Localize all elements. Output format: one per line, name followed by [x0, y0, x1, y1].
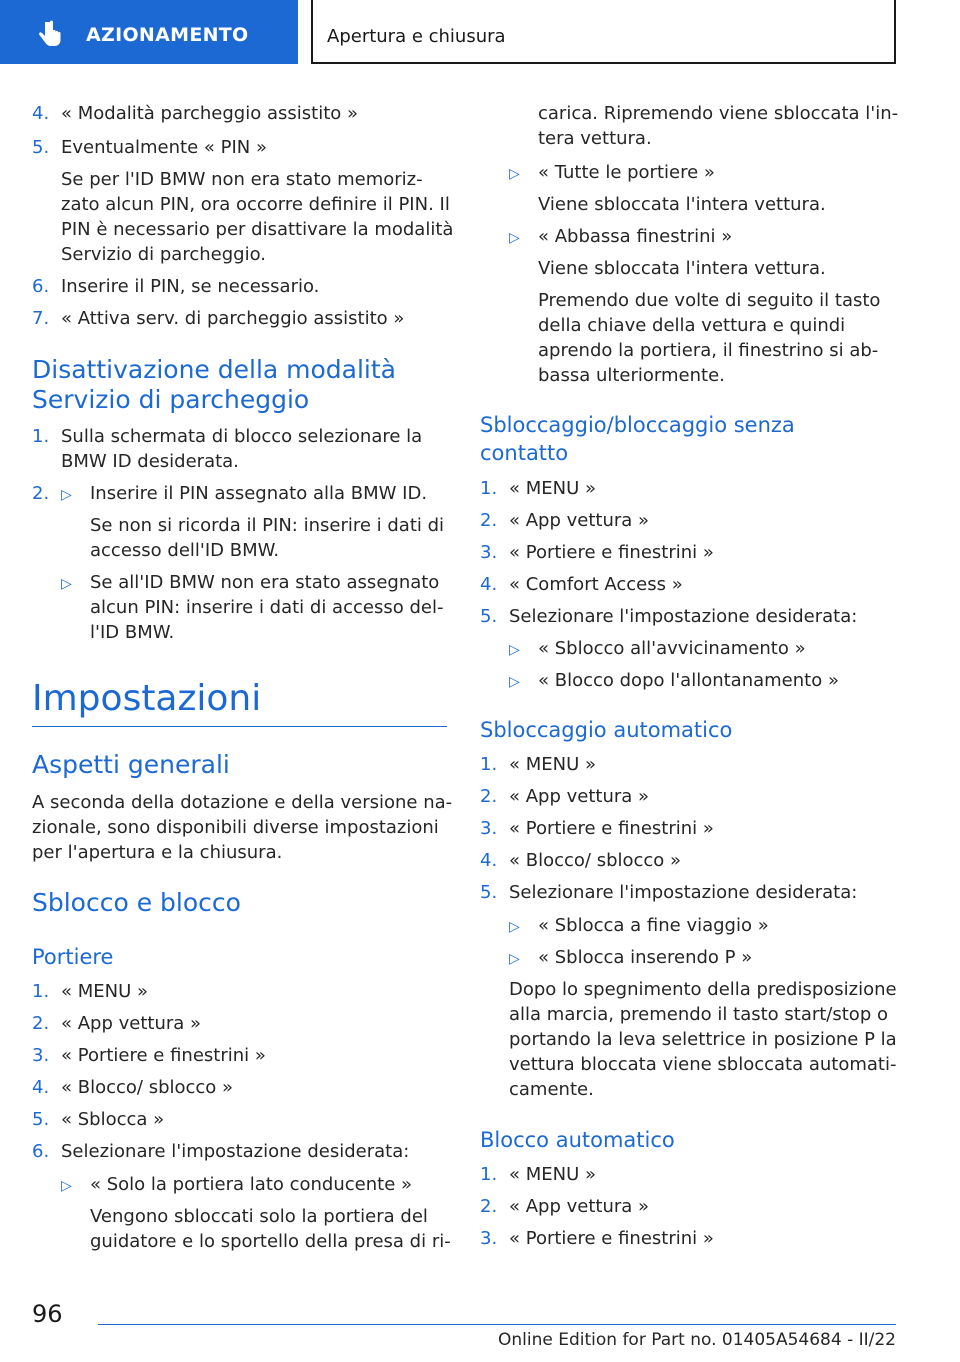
bullet-triangle-icon: ▷: [509, 166, 520, 182]
step-number: 1.: [32, 981, 50, 1002]
step-number: 5.: [32, 1109, 50, 1130]
step-text: Selezionare l'impostazione desiderata:: [509, 882, 858, 903]
bullet-text: guidatore e lo sportello della presa di ri-: [90, 1231, 451, 1252]
paragraph-text: A seconda della dotazione e della versione na-: [32, 792, 453, 813]
step-text: « MENU »: [509, 478, 597, 499]
step-text: « MENU »: [509, 754, 597, 775]
section-heading: Disattivazione della modalità: [32, 355, 397, 384]
step-text: « App vettura »: [509, 1196, 650, 1217]
step-text: Servizio di parcheggio.: [61, 244, 266, 265]
step-text: Selezionare l'impostazione desiderata:: [61, 1141, 410, 1162]
step-text: Inserire il PIN, se necessario.: [61, 276, 320, 297]
step-text: « App vettura »: [509, 510, 650, 531]
step-number: 1.: [480, 1164, 498, 1185]
bullet-text: Vengono sbloccati solo la portiera del: [90, 1206, 428, 1227]
subsection-heading: Sbloccaggio automatico: [480, 718, 733, 742]
step-number: 2.: [480, 786, 498, 807]
step-text: « Comfort Access »: [509, 574, 683, 595]
bullet-triangle-icon: ▷: [509, 230, 520, 246]
bullet-text: Viene sbloccata l'intera vettura.: [538, 194, 826, 215]
step-text: « App vettura »: [61, 1013, 202, 1034]
step-number: 6.: [32, 276, 50, 297]
bullet-text: della chiave della vettura e quindi: [538, 315, 846, 336]
step-text: « MENU »: [509, 1164, 597, 1185]
step-text: « Portiere e finestrini »: [509, 818, 714, 839]
step-text: « Blocco/ sblocco »: [509, 850, 682, 871]
step-text: « Blocco/ sblocco »: [61, 1077, 234, 1098]
bullet-triangle-icon: ▷: [61, 1178, 72, 1194]
step-number: 3.: [480, 1228, 498, 1249]
step-number: 6.: [32, 1141, 50, 1162]
step-text: « Attiva serv. di parcheggio assistito »: [61, 308, 405, 329]
section-heading: Sblocco e blocco: [32, 888, 241, 917]
section-heading: Servizio di parcheggio: [32, 385, 310, 414]
step-text: Eventualmente « PIN »: [61, 137, 267, 158]
step-number: 4.: [480, 850, 498, 871]
bullet-text: « Abbassa finestrini »: [538, 226, 733, 247]
step-text: « App vettura »: [509, 786, 650, 807]
bullet-triangle-icon: ▷: [509, 642, 520, 658]
step-number: 1.: [480, 478, 498, 499]
step-number: 7.: [32, 308, 50, 329]
hand-pointer-icon: [36, 20, 64, 50]
step-number: 5.: [480, 606, 498, 627]
section-label: AZIONAMENTO: [86, 24, 249, 46]
paragraph-text: portando la leva selettrice in posizione P la: [509, 1029, 897, 1050]
bullet-triangle-icon: ▷: [61, 576, 72, 592]
subsection-heading: contatto: [480, 441, 569, 465]
step-text: Sulla schermata di blocco selezionare la: [61, 426, 423, 447]
paragraph-text: alla marcia, premendo il tasto start/stop o: [509, 1004, 888, 1025]
page-number: 96: [32, 1300, 63, 1328]
section-heading: Aspetti generali: [32, 750, 230, 779]
bullet-triangle-icon: ▷: [61, 487, 72, 503]
step-text: PIN è necessario per disattivare la modalità: [61, 219, 454, 240]
bullet-triangle-icon: ▷: [509, 951, 520, 967]
step-number: 3.: [480, 542, 498, 563]
paragraph-text: vettura bloccata viene sbloccata automati-: [509, 1054, 897, 1075]
heading-rule: [32, 726, 447, 727]
bullet-text: aprendo la portiera, il finestrino si ab-: [538, 340, 879, 361]
bullet-text: « Blocco dopo l'allontanamento »: [538, 670, 839, 691]
bullet-text: carica. Ripremendo viene sbloccata l'in-: [538, 103, 899, 124]
step-text: zato alcun PIN, ora occorre definire il PIN. Il: [61, 194, 450, 215]
paragraph-text: Dopo lo spegnimento della predisposizione: [509, 979, 897, 1000]
bullet-text: Se non si ricorda il PIN: inserire i dati di: [90, 515, 445, 536]
step-text: « MENU »: [61, 981, 149, 1002]
bullet-text: bassa ulteriormente.: [538, 365, 725, 386]
bullet-text: Viene sbloccata l'intera vettura.: [538, 258, 826, 279]
step-number: 2.: [480, 1196, 498, 1217]
edition-text: Online Edition for Part no. 01405A54684 - II/22: [497, 1330, 896, 1350]
step-number: 2.: [32, 483, 50, 504]
bullet-text: accesso dell'ID BMW.: [90, 540, 280, 561]
step-text: « Portiere e finestrini »: [509, 1228, 714, 1249]
step-number: 1.: [480, 754, 498, 775]
bullet-triangle-icon: ▷: [509, 674, 520, 690]
step-text: Selezionare l'impostazione desiderata:: [509, 606, 858, 627]
bullet-text: « Sblocco all'avvicinamento »: [538, 638, 806, 659]
step-number: 2.: [32, 1013, 50, 1034]
bullet-text: « Sblocca inserendo P »: [538, 947, 753, 968]
bullet-text: Inserire il PIN assegnato alla BMW ID.: [90, 483, 428, 504]
step-text: Se per l'ID BMW non era stato memoriz-: [61, 169, 423, 190]
bullet-text: « Tutte le portiere »: [538, 162, 715, 183]
subsection-heading: Blocco automatico: [480, 1128, 675, 1152]
bullet-text: « Solo la portiera lato conducente »: [90, 1174, 413, 1195]
chapter-title-box: [311, 0, 896, 64]
step-number: 3.: [32, 1045, 50, 1066]
step-text: « Portiere e finestrini »: [61, 1045, 266, 1066]
section-tab: [0, 0, 298, 64]
step-number: 3.: [480, 818, 498, 839]
step-number: 4.: [32, 103, 50, 124]
step-number: 4.: [480, 574, 498, 595]
step-number: 5.: [480, 882, 498, 903]
subsection-heading: Portiere: [32, 945, 114, 969]
step-number: 1.: [32, 426, 50, 447]
bullet-text: Premendo due volte di seguito il tasto: [538, 290, 881, 311]
bullet-text: Se all'ID BMW non era stato assegnato: [90, 572, 440, 593]
step-text: BMW ID desiderata.: [61, 451, 239, 472]
step-text: « Portiere e finestrini »: [509, 542, 714, 563]
footer-rule: [98, 1324, 896, 1325]
step-number: 5.: [32, 137, 50, 158]
bullet-text: tera vettura.: [538, 128, 652, 149]
step-number: 4.: [32, 1077, 50, 1098]
paragraph-text: camente.: [509, 1079, 594, 1100]
chapter-title: Apertura e chiusura: [327, 26, 506, 47]
subsection-heading: Sbloccaggio/bloccaggio senza: [480, 413, 795, 437]
paragraph-text: zionale, sono disponibili diverse impostazioni: [32, 817, 439, 838]
chapter-heading: Impostazioni: [32, 678, 262, 719]
paragraph-text: per l'apertura e la chiusura.: [32, 842, 283, 863]
bullet-text: l'ID BMW.: [90, 622, 175, 643]
bullet-triangle-icon: ▷: [509, 919, 520, 935]
step-text: « Modalità parcheggio assistito »: [61, 103, 358, 124]
bullet-text: alcun PIN: inserire i dati di accesso del-: [90, 597, 444, 618]
step-number: 2.: [480, 510, 498, 531]
step-text: « Sblocca »: [61, 1109, 165, 1130]
bullet-text: « Sblocca a fine viaggio »: [538, 915, 769, 936]
